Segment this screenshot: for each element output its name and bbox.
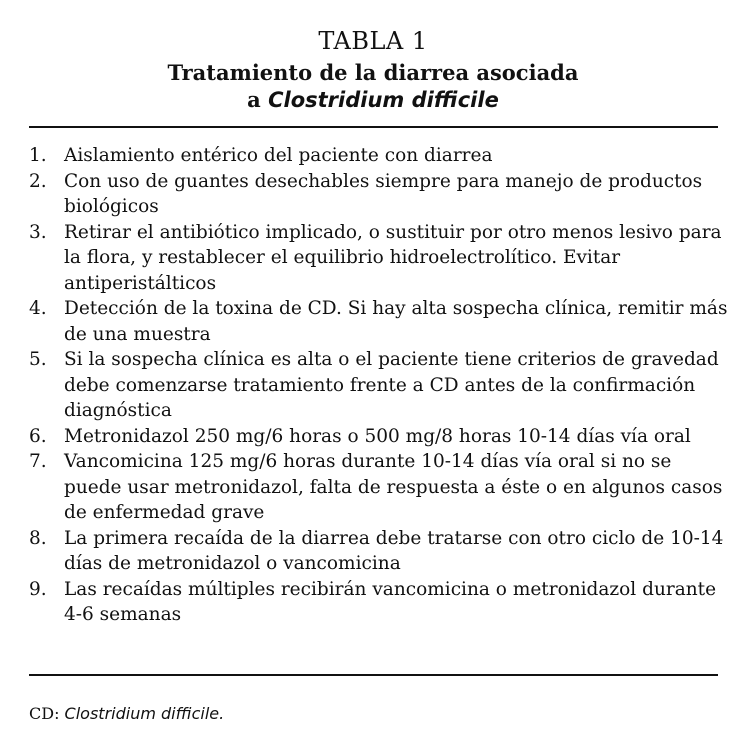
treatment-item-6 bbox=[29, 424, 729, 450]
item-text: Si la sospecha clínica es alta o el paciente tiene criterios de gravedad debe comenzarse tratamiento frente a CD antes de la confirmación diagnóstica bbox=[64, 349, 719, 421]
footnote bbox=[29, 703, 224, 725]
treatment-item-9 bbox=[29, 577, 729, 628]
item-number: 2. bbox=[29, 170, 47, 192]
treatment-item-3 bbox=[29, 220, 729, 297]
treatment-item-8 bbox=[29, 526, 729, 577]
table-label: TABLA 1 bbox=[318, 27, 428, 55]
treatment-list bbox=[29, 143, 729, 628]
item-number: 6. bbox=[29, 425, 47, 447]
footnote-expansion: Clostridium difficile. bbox=[64, 704, 225, 723]
treatment-item-5 bbox=[29, 347, 729, 424]
treatment-item-4 bbox=[29, 296, 729, 347]
item-number: 3. bbox=[29, 221, 47, 243]
item-text: La primera recaída de la diarrea debe tratarse con otro ciclo de 10-14 días de metronidazol o vancomicina bbox=[64, 527, 724, 574]
item-text: Las recaídas múltiples recibirán vancomicina o metronidazol durante 4-6 semanas bbox=[64, 578, 717, 625]
item-text: Retirar el antibiótico implicado, o sustituir por otro menos lesivo para la flora, y restablecer el equilibrio hidroelectrolítico. Evitar antiperistálticos bbox=[64, 221, 722, 294]
bottom-rule bbox=[29, 674, 718, 676]
item-number: 7. bbox=[29, 451, 47, 472]
item-number: 4. bbox=[29, 298, 47, 319]
item-number: 8. bbox=[29, 527, 47, 549]
table-title-line1: Tratamiento de la diarrea asociada bbox=[167, 60, 579, 85]
treatment-item-7 bbox=[29, 449, 729, 526]
item-number: 1. bbox=[29, 145, 47, 166]
item-text: Aislamiento entérico del paciente con diarrea bbox=[64, 145, 493, 166]
item-text: Detección de la toxina de CD. Si hay alta sospecha clínica, remitir más de una muestra bbox=[64, 298, 728, 345]
table-title-organism: Clostridium difficile bbox=[268, 88, 499, 112]
item-text: Metronidazol 250 mg/6 horas o 500 mg/8 horas 10-14 días vía oral bbox=[64, 425, 691, 447]
table-title-line2 bbox=[0, 86, 732, 114]
footnote-abbreviation: CD: bbox=[29, 704, 65, 723]
table-title-prefix: a bbox=[247, 87, 269, 112]
item-text: Vancomicina 125 mg/6 horas durante 10-14 días vía oral si no se puede usar metronidazol, falta de respuesta a éste o en algunos casos de enfermedad grave bbox=[64, 451, 723, 523]
table-title bbox=[0, 59, 732, 114]
item-number: 5. bbox=[29, 349, 47, 370]
treatment-item-2 bbox=[29, 169, 729, 220]
top-rule bbox=[29, 126, 718, 128]
item-text: Con uso de guantes desechables siempre para manejo de productos biológicos bbox=[64, 170, 703, 217]
item-number: 9. bbox=[29, 578, 47, 600]
treatment-item-1 bbox=[29, 143, 729, 169]
